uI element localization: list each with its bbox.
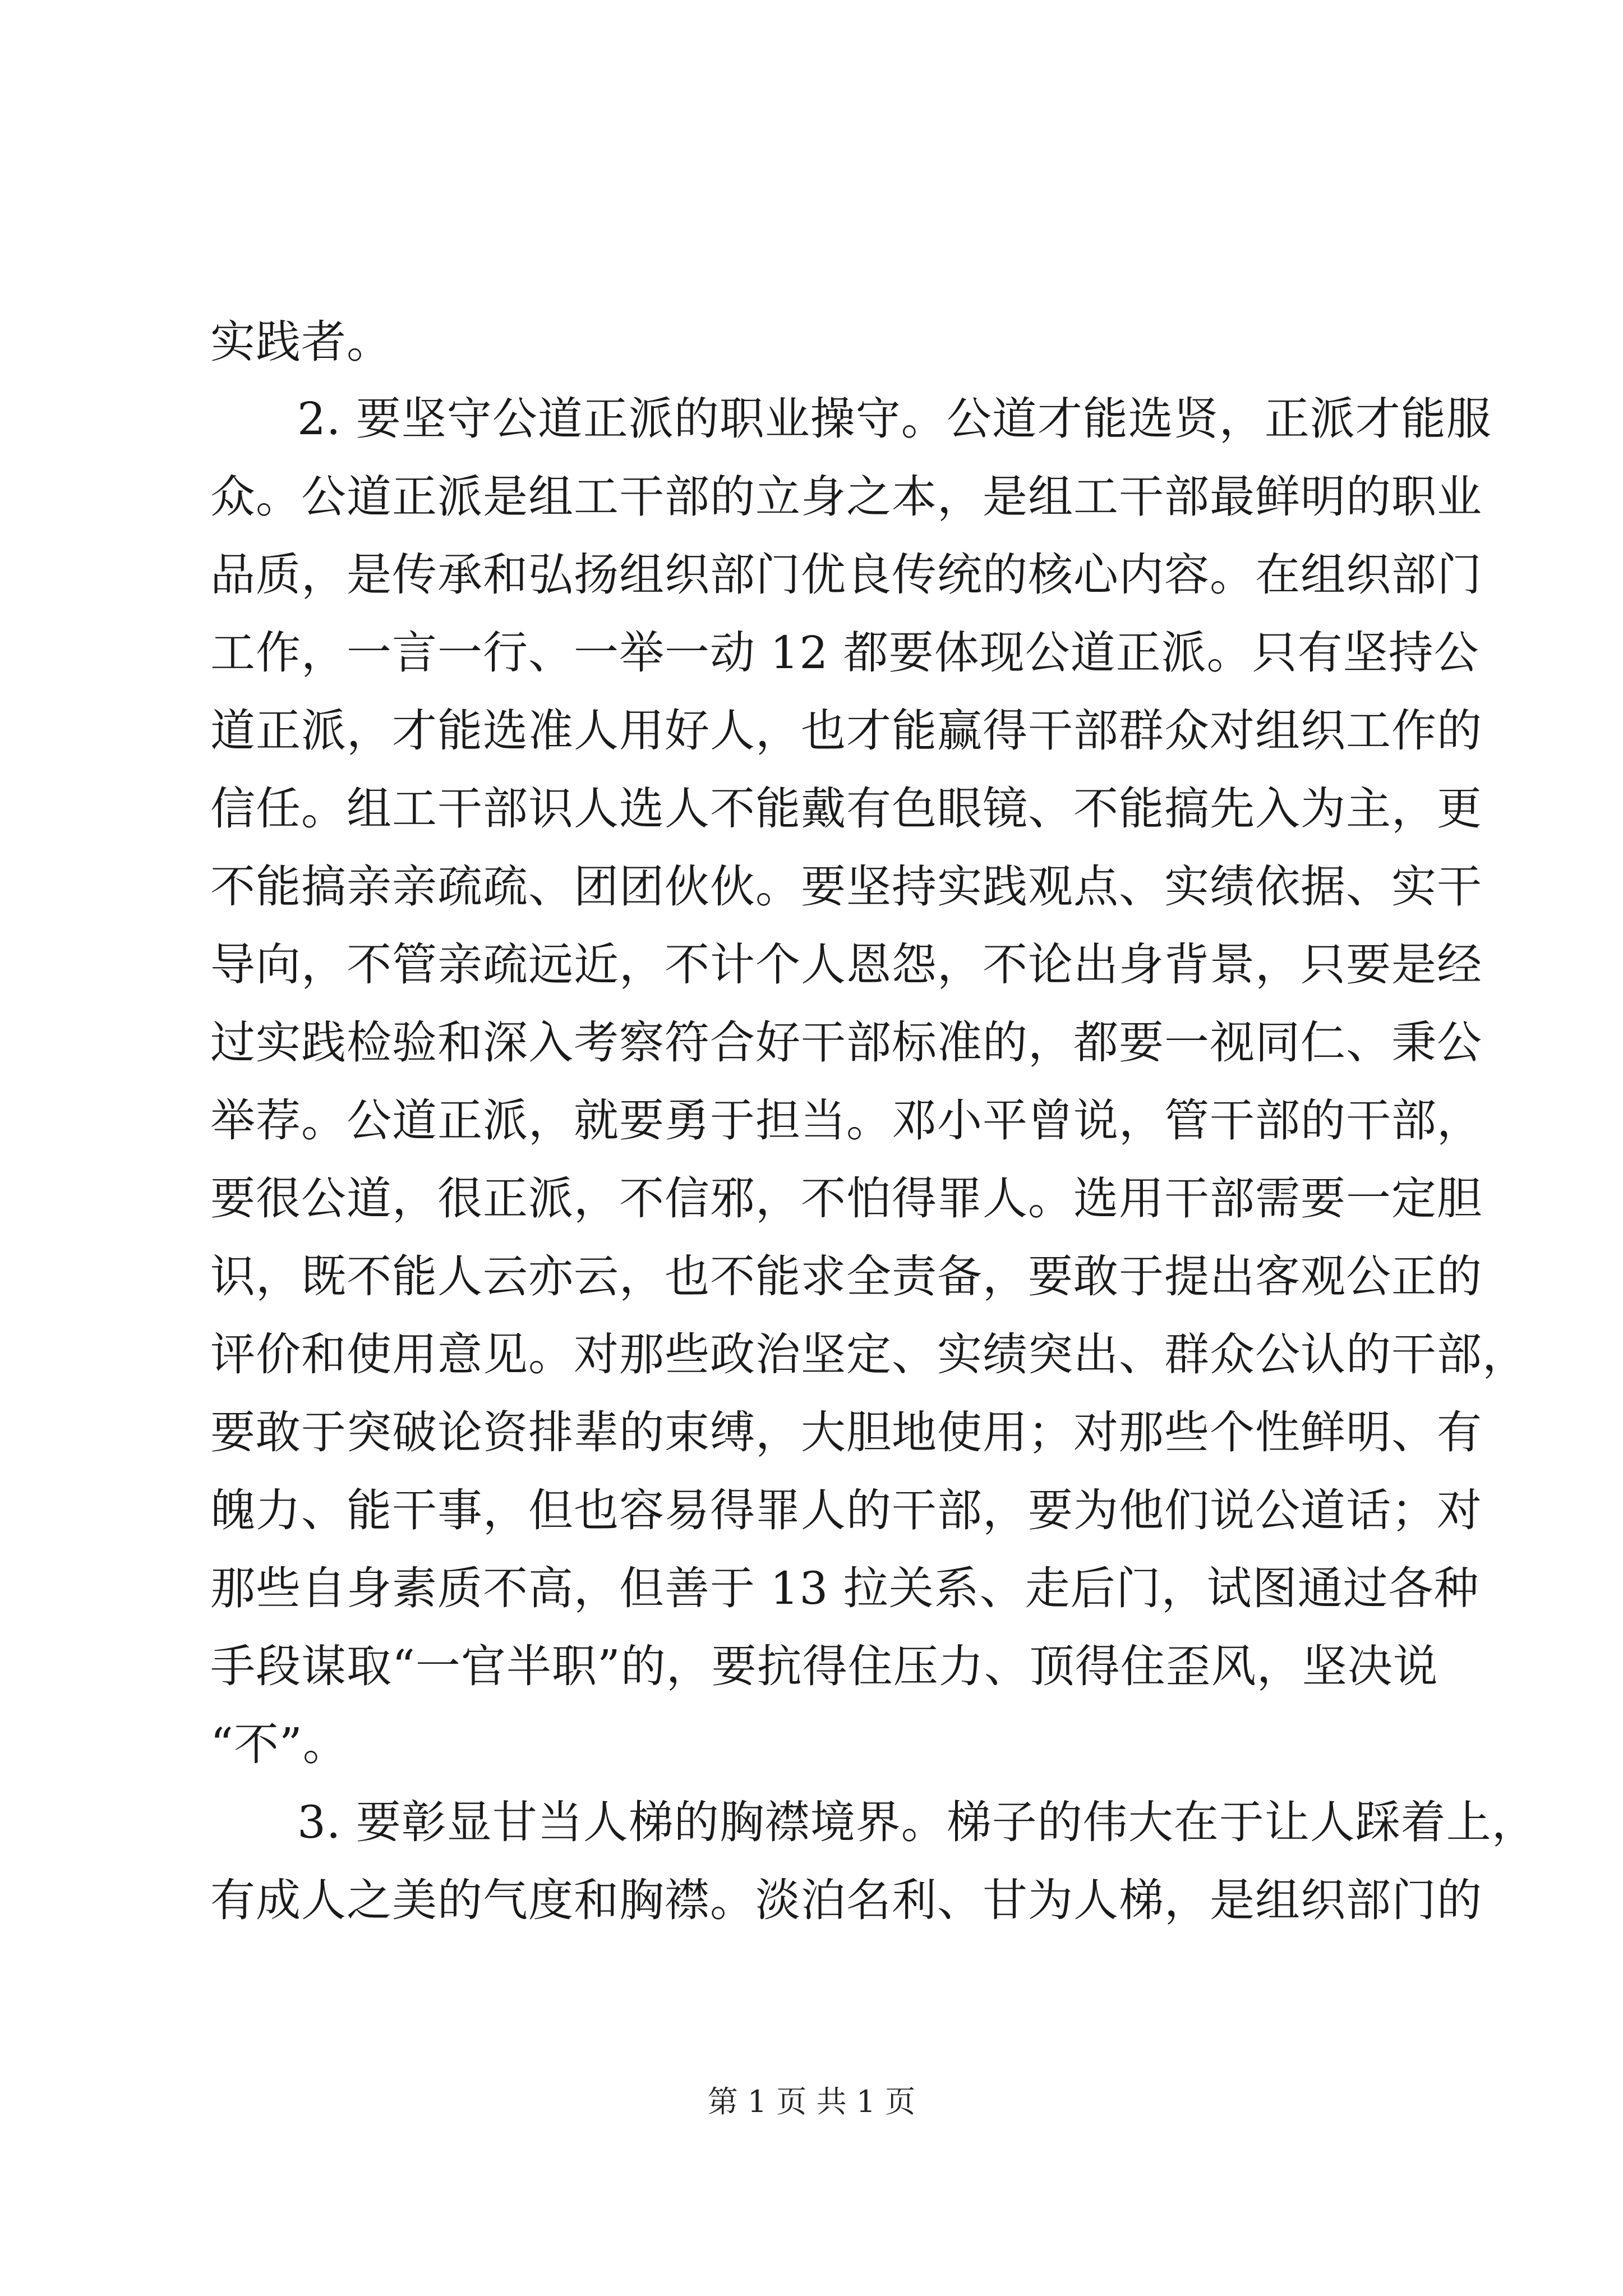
paragraph-2-heading: 2. 要坚守公道正派的职业操守。公道才能选贤，正派才能服 [297,393,1492,445]
text-line-10: 过实践检验和深入考察符合好干部标准的，都要一视同仁、秉公 [210,1016,1482,1069]
text-line-19: “不”。 [210,1718,348,1770]
text-line-17: 那些自身素质不高，但善于 13 拉关系、走后门，试图通过各种 [210,1562,1479,1614]
text-line-14: 评价和使用意见。对那些政治坚定、实绩突出、群众公认的干部， [210,1328,1528,1381]
text-line-6: 道正派，才能选准人用好人，也才能赢得干部群众对组织工作的 [210,705,1482,757]
text-line-7: 信任。组工干部识人选人不能戴有色眼镜、不能搞先入为主，更 [210,783,1482,835]
text-line-12: 要很公道，很正派，不信邪，不怕得罪人。选用干部需要一定胆 [210,1172,1482,1225]
text-line-15: 要敢于突破论资排辈的束缚，大胆地使用；对那些个性鲜明、有 [210,1406,1482,1458]
text-line-11: 举荐。公道正派，就要勇于担当。邓小平曾说，管干部的干部， [210,1094,1482,1147]
text-line-8: 不能搞亲亲疏疏、团团伙伙。要坚持实践观点、实绩依据、实干 [210,861,1482,913]
text-line-13: 识，既不能人云亦云，也不能求全责备，要敢于提出客观公正的 [210,1250,1482,1303]
text-line-9: 导向，不管亲疏远近，不计个人恩怨，不论出身背景，只要是经 [210,938,1482,991]
text-line-3: 众。公道正派是组工干部的立身之本，是组工干部最鲜明的职业 [210,471,1482,523]
text-line-5: 工作，一言一行、一举一动 12 都要体现公道正派。只有坚持公 [210,627,1479,679]
page-footer: 第 1 页 共 1 页 [707,2084,916,2119]
text-line-16: 魄力、能干事，但也容易得罪人的干部，要为他们说公道话；对 [210,1484,1482,1536]
text-line-18: 手段谋取“一官半职”的，要抗得住压力、顶得住歪风，坚决说 [210,1640,1438,1692]
paragraph-3-heading: 3. 要彰显甘当人梯的胸襟境界。梯子的伟大在于让人踩着上， [297,1796,1537,1848]
text-line-1: 实践者。 [210,316,392,368]
text-line-21: 有成人之美的气度和胸襟。淡泊名利、甘为人梯，是组织部门的 [210,1874,1482,1926]
text-line-4: 品质，是传承和弘扬组织部门优良传统的核心内容。在组织部门 [210,549,1482,601]
